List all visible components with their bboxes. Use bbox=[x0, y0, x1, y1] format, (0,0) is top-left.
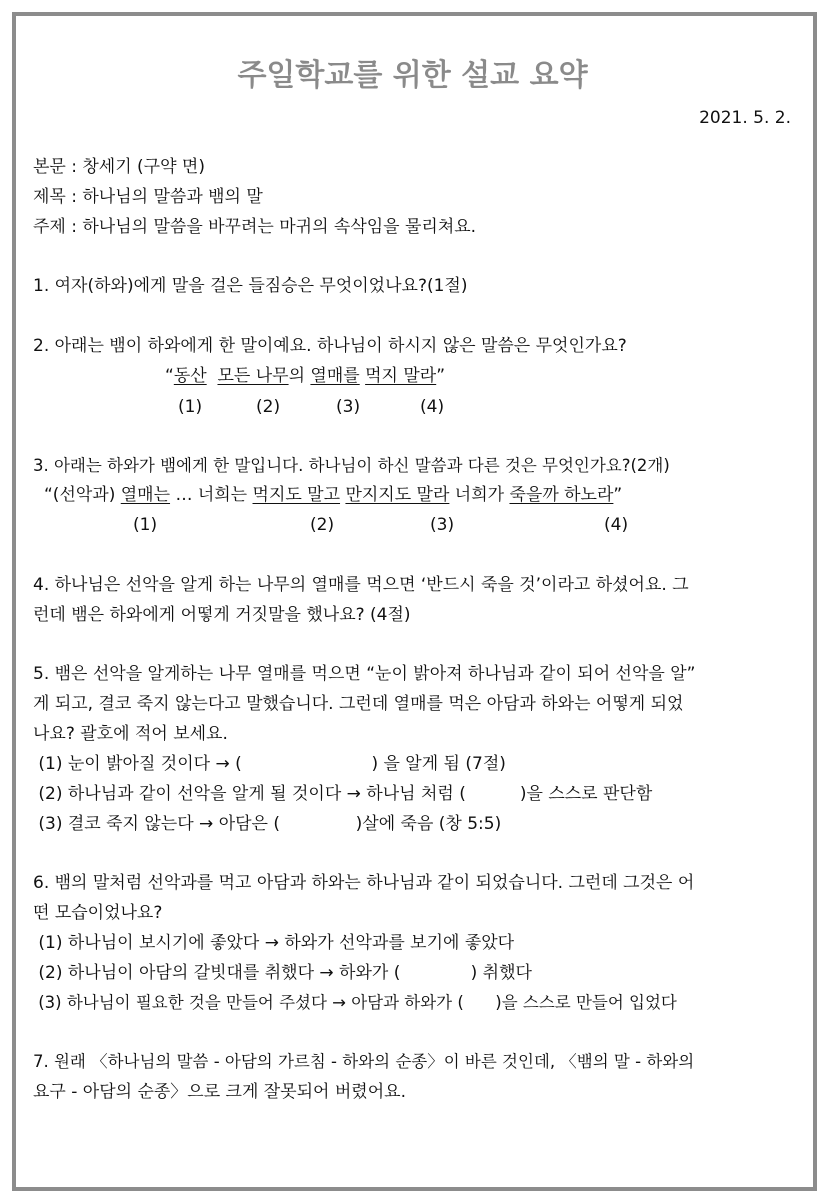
q3-num-3: (3) bbox=[430, 515, 455, 535]
quote-part-2: 모든 나무 bbox=[217, 366, 289, 386]
question-4-line-1: 4. 하나님은 선악을 알게 하는 나무의 열매를 먹으면 ‘반드시 죽을 것’이라고 하셨어요. 그 bbox=[33, 575, 689, 595]
question-3-quote bbox=[44, 483, 622, 507]
quote-part-1: 동산 bbox=[173, 366, 207, 386]
quote-sep-3: 너희가 bbox=[454, 485, 505, 505]
date: 2021. 5. 2. bbox=[699, 108, 791, 128]
quote-part-3: 열매를 bbox=[310, 366, 360, 386]
quote-part-4: 먹지 말라 bbox=[365, 366, 437, 386]
meta-subject: 제목 : 하나님의 말씀과 뱀의 말 bbox=[33, 187, 263, 207]
quote-close: ” bbox=[436, 366, 446, 386]
quote-sep-1: … 너희는 bbox=[175, 485, 248, 505]
question-6-item-2: (2) 하나님이 아담의 갈빗대를 취했다 → 하와가 ( ) 취했다 bbox=[33, 963, 532, 983]
q2-num-1: (1) bbox=[178, 397, 203, 417]
quote-sep: 의 bbox=[288, 366, 306, 386]
quote-lead: “(선악과) bbox=[44, 485, 116, 505]
q2-num-4: (4) bbox=[420, 397, 445, 417]
meta-scripture: 본문 : 창세기 (구약 면) bbox=[33, 157, 205, 177]
question-5-line-3: 나요? 괄호에 적어 보세요. bbox=[33, 724, 228, 744]
question-2-quote bbox=[165, 364, 445, 388]
question-4-line-2: 런데 뱀은 하와에게 어떻게 거짓말을 했나요? (4절) bbox=[33, 605, 411, 625]
q2-num-3: (3) bbox=[336, 397, 361, 417]
page-title: 주일학교를 위한 설교 요약 bbox=[237, 58, 588, 93]
question-2: 2. 아래는 뱀이 하와에게 한 말이예요. 하나님이 하시지 않은 말씀은 무엇인가요? bbox=[33, 336, 627, 356]
quote-part-4: 죽을까 하노라 bbox=[509, 485, 614, 505]
quote-close: ” bbox=[613, 485, 623, 505]
meta-theme: 주제 : 하나님의 말씀을 바꾸려는 마귀의 속삭임을 물리쳐요. bbox=[33, 217, 477, 237]
question-6-line-2: 떤 모습이었나요? bbox=[33, 903, 163, 923]
question-7-line-2: 요구 - 아담의 순종〉으로 크게 잘못되어 버렸어요. bbox=[33, 1082, 406, 1102]
question-5-line-2: 게 되고, 결코 죽지 않는다고 말했습니다. 그런데 열매를 먹은 아담과 하와는 어떻게 되었 bbox=[33, 694, 684, 714]
question-5-line-1: 5. 뱀은 선악을 알게하는 나무 열매를 먹으면 “눈이 밝아져 하나님과 같이 되어 선악을 알” bbox=[33, 664, 696, 684]
quote-part-3: 만지지도 말라 bbox=[345, 485, 450, 505]
q3-num-2: (2) bbox=[310, 515, 335, 535]
question-5-item-3: (3) 결코 죽지 않는다 → 아담은 ( )살에 죽음 (창 5:5) bbox=[33, 814, 502, 834]
question-6-item-1: (1) 하나님이 보시기에 좋았다 → 하와가 선악과를 보기에 좋았다 bbox=[33, 933, 515, 953]
question-3: 3. 아래는 하와가 뱀에게 한 말입니다. 하나님이 하신 말씀과 다른 것은 무엇인가요?(2개) bbox=[33, 456, 670, 475]
q3-num-1: (1) bbox=[133, 515, 158, 535]
question-5-item-1: (1) 눈이 밝아질 것이다 → ( ) 을 알게 됨 (7절) bbox=[33, 754, 506, 774]
question-6-item-3: (3) 하나님이 필요한 것을 만들어 주셨다 → 아담과 하와가 ( )을 스스로 만들어 입었다 bbox=[33, 993, 677, 1012]
quote-part-1: 열매는 bbox=[120, 485, 171, 505]
q2-num-2: (2) bbox=[256, 397, 281, 417]
quote-open: “ bbox=[165, 366, 174, 386]
q3-num-4: (4) bbox=[604, 515, 629, 535]
question-1: 1. 여자(하와)에게 말을 걸은 들짐승은 무엇이었나요?(1절) bbox=[33, 276, 468, 296]
question-7-line-1: 7. 원래 〈하나님의 말씀 - 아담의 가르침 - 하와의 순종〉이 바른 것인데, 〈뱀의 말 - 하와의 bbox=[33, 1052, 695, 1071]
question-6-line-1: 6. 뱀의 말처럼 선악과를 먹고 아담과 하와는 하나님과 같이 되었습니다. 그런데 그것은 어 bbox=[33, 873, 695, 893]
question-5-item-2: (2) 하나님과 같이 선악을 알게 될 것이다 → 하나님 처럼 ( )을 스스로 판단함 bbox=[33, 784, 653, 804]
quote-part-2: 먹지도 말고 bbox=[252, 485, 341, 505]
